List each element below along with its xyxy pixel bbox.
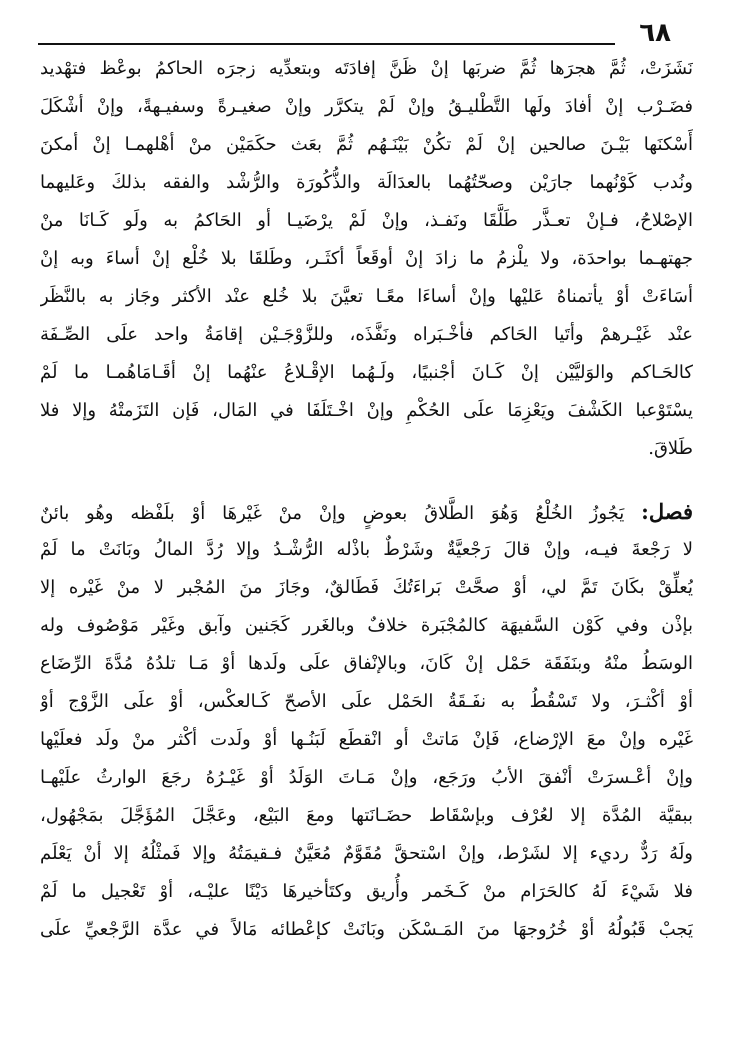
page-number: ٦٨ [639,18,671,48]
first-line-text: يَجُوزُ الخُلْعُ وَهُوَ الطَّلاقُ بعوضٍ وإنْ منْ غَيْرهَا أوْ بلَفْظه وهُو بائنٌ [40,503,625,524]
text-line: ولَهُ رَدٌّ رديء إلا لشَرْط، وإنْ اسْتحقَّ مُقَوَّمٌ مُعَيَّنٌ فـقيمَتُهُ وإلا فَمثْلُهُ إلا أنْ يَعْلَم [40,843,693,864]
text-line: فضَـرْب إنْ أفادَ ولَها التَّطْليـقُ وإنْ لَمْ يتكرَّر وإنْ صغيـرةً وسفيـهةً، وإنْ أشْكَلَ [40,96,693,117]
text-line: الإصْلاحُ، فـإنْ تعـذَّر طَلَّقَا ونَفـذ، وإنْ لَمْ يرْضَيـا أو الحَاكمُ به ولَو كَـانَا منْ [40,210,693,231]
text-line: ببقيَّة المُدَّة إلا لعُرْف وبإسْقَاط حضَـانَتها ومعَ البَيْع، وعَجَّلَ المُؤَجَّلَ بمَجْهُول، [40,805,693,826]
text-line: كالحَـاكم والوَليَّيْن إنْ كَـانَ أجْنبيًا، ولَـهُما الإقْـلاعُ عنْهُما إنْ أقَـامَاهُمـا ما لَمْ [40,362,693,383]
text-line: غَيْره وإنْ معَ الإرْضاع، فَإنْ مَاتتْ أو انْقطَع لَبَنُـها أوْ ولَدت أكْثر منْ ولَد فعلَيْها [40,729,693,750]
text-line: وإنْ أعْـسرَتْ أنْفقَ الأبُ ورَجَع، وإنْ مَـاتَ الوَلَدُ أوْ غَيْـرُهُ رجَعَ الوارثُ علَيْهـا [40,767,693,788]
text-line: بإذْن وفي كَوْن السَّفيهَة كالمُجْبَرة خلافٌ وبالغَرر كَجَنين وآبق وغَيْر مَوْصُوف وله [40,615,693,636]
text-line: عنْد غَيْـرهمْ وأتَيا الحَاكم فأخْـبَراه ونَفَّذَه، وللزَّوْجَـيْن إقامَةُ واحد علَى الصِّـفَة [40,324,693,345]
text-line: يسْتَوْعبا الكَشْفَ ويَعْزِمَا علَى الحُكْمِ وإنْ اخْـتَلَفَا في المَال، فَإن التَزَمتْهُ وإلا فلا [40,400,693,421]
text-line: نَشَزَتْ، ثُمَّ هجرَها ثُمَّ ضربَها إنْ ظَنَّ إفادَتَه وبتعدِّيه زجرَه الحاكمُ بوعْظ فتهْديد [40,58,693,79]
paragraph-1 [40,50,693,468]
section-heading: فصل: [641,499,693,524]
text-line: أوْ أكْثـرَ، ولا تَسْقُطُ به نفَـقَةُ الحَمْل علَى الأصحّ كَـالعكْس، أوْ علَى الزَّوْج أوْ [40,691,693,712]
first-line [40,493,693,531]
text-line: أسَاءَتْ أوْ يأتمناهُ عَليْها وإنْ أساءَا معًـا تعيَّنَ بلا خُلع عنْد الأكثر وجَاز به بالنَّظَر [40,286,693,307]
text-line: أَسْكنَها بَيْـنَ صالحين إنْ لَمْ تكُنْ بَيْنَـهُم ثُمَّ بعَث حكَمَيْن منْ أهْلهمـا إنْ أمكنَ [40,134,693,155]
header-rule [38,43,615,45]
text-line: فلا شَيْءَ لَهُ كالحَرَام منْ كَـخَمر وأُريق وكتَأخيرهَا دَيْنًا عليْـه، أوْ تَعْجيل ما لَمْ [40,881,693,902]
text-line: الوسَطُ منْهُ وبنَفَقَة حَمْل إنْ كَانَ، وبالإنْفاق علَى ولَدها أوْ مَـا تلدُهُ مُدَّةَ الرِّضَاع [40,653,693,674]
text-line: جهتهـما بواحدَة، ولا يلْزمُ ما زادَ إنْ أوقَعاً أكثَـر، وطَلقَا بلا خُلْع إنْ أساءَ وبه إنْ [40,248,693,269]
text-line: يُعلِّقْ بكَانَ تَمَّ لي، أوْ صحَّتْ بَراءَتُكَ فَطَالقٌ، وجَازَ منَ المُجْبر لا منْ غَيْره إلا [40,577,693,598]
text-line: طَلاقَ. [648,438,693,459]
text-line: ونُدب كَوْنُهما جارَيْن وصحّتُهُما بالعدَالَة والذُّكُورَة والرُّشْد والفقه بذلكَ وعَليهما [40,172,693,193]
text-line: لا رَجْعةَ فيـه، وإنْ قالَ رَجْعيَّةٌ وشَرْطٌ باذْله الرُّشْـدُ وإلا رُدَّ المالُ وبَانَتْ ما لَمْ [40,539,693,560]
paragraph-2 [40,493,693,949]
text-line: يَجبْ قَبُولُهُ أوْ خُرُوجهَا منَ المَـسْكَن وبَانَتْ كإعْطائه مَالاً في عدَّة الرَّجْعيِّ علَى [40,919,693,940]
